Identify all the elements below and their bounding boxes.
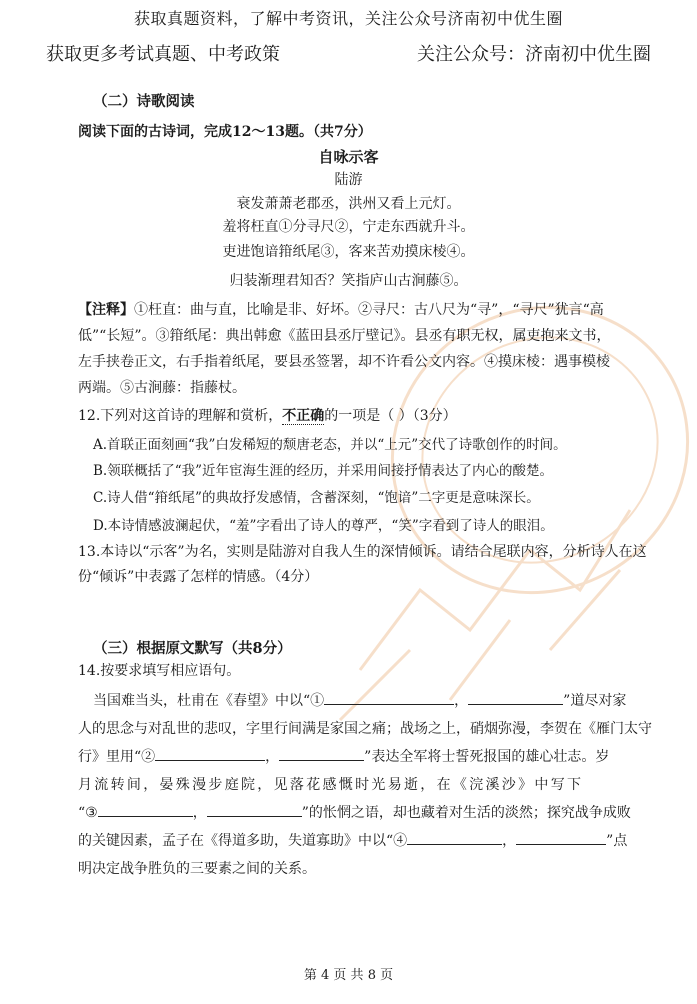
note-label: 【注释】: [78, 302, 134, 318]
text-seg: ”点: [606, 833, 628, 849]
text-seg: 行》里用“②: [78, 749, 156, 765]
blank-2b[interactable]: [279, 746, 364, 761]
q12-emphasis: 不正确: [282, 408, 325, 424]
blank-3a[interactable]: [98, 802, 193, 817]
option-c: C.诗人借“箝纸尾”的典故抒发感情，含蓄深刻，“饱谙”二字更是意味深长。: [93, 490, 540, 506]
poem-line-3: 吏进饱谙箝纸尾③，客来苦劝摸床棱④。: [222, 244, 475, 260]
dictation-line-6: [78, 830, 627, 850]
top-banner: 获取真题资料，了解中考资讯，关注公众号济南初中优生圈: [133, 9, 563, 28]
dictation-line-1: [93, 690, 626, 710]
option-a: A.首联正面刻画“我”白发稀短的颓唐老态，并以“上元”交代了诗歌创作的时间。: [93, 437, 567, 453]
section-title-poetry: （二）诗歌阅读: [93, 93, 195, 110]
text-seg: ”表达全军将士誓死报国的雄心壮志。岁: [364, 749, 610, 765]
q12-stem: 12.下列对这首诗的理解和赏析，: [78, 408, 283, 424]
dictation-line-2: 人的思念与对乱世的悲叹，字里行间满是家国之痛；战场之上，硝烟弥漫，李贺在《雁门太守: [78, 721, 652, 737]
poem-author: 陆游: [334, 172, 363, 188]
text-seg: 的关键因素，孟子在《得道多助，失道寡助》中以“④: [78, 833, 408, 849]
question-14: 14.按要求填写相应语句。: [78, 663, 241, 679]
text-seg: ，: [265, 749, 280, 765]
blank-1b[interactable]: [468, 690, 563, 705]
text-seg: 当国难当头，杜甫在《春望》中以“①: [93, 693, 325, 709]
text-seg: ，: [454, 693, 469, 709]
section-title-dictation: （三）根据原文默写（共8分）: [93, 640, 292, 657]
dictation-line-3: [78, 746, 609, 766]
q12-tail: 的一项是（ ）（3分）: [324, 408, 457, 424]
poem-notes: [78, 297, 618, 401]
header-row: [46, 40, 651, 66]
dictation-line-7: 明决定战争胜负的三要素之间的关系。: [78, 861, 316, 877]
text-seg: “③: [78, 805, 98, 821]
option-b: B.领联概括了“我”近年宦海生涯的经历，并采用间接抒情表达了内心的酸楚。: [93, 463, 554, 479]
question-13-line-1: 13.本诗以“示客”为名，实则是陆游对自我人生的深情倾诉。请结合尾联内容，分析诗人在这: [78, 544, 647, 560]
blank-4b[interactable]: [516, 830, 606, 845]
poem-title: 自咏示客: [318, 148, 379, 166]
text-seg: ”道尽对家: [563, 693, 627, 709]
header-right: 关注公众号：济南初中优生圈: [417, 44, 651, 65]
question-13-line-2: 份“倾诉”中表露了怎样的情感。（4分）: [78, 569, 319, 585]
note-text: ①枉直：曲与直，比喻是非、好坏。②寻尺：古八尺为“寻”，“寻尺”犹言“高低”“长短”。③箝纸尾：典出韩愈《蓝田县丞厅壁记》。县丞有职无权，属吏抱来文书，左手挟卷正文，右手指着纸尾，要县丞签署，却不许看公文内容。④摸床棱：遇事模棱两端。⑤古涧藤：指藤杖。: [78, 302, 611, 396]
blank-1a[interactable]: [324, 690, 454, 705]
dictation-line-5: [78, 802, 631, 822]
page-number: 第 4 页 共 8 页: [303, 968, 394, 983]
poem-line-2: 羞将枉直①分寻尺②，宁走东西就升斗。: [222, 219, 475, 235]
text-seg: ，: [192, 805, 207, 821]
blank-3b[interactable]: [207, 802, 302, 817]
blank-2a[interactable]: [155, 746, 265, 761]
option-d: D.本诗情感波澜起伏，“羞”字看出了诗人的尊严，“笑”字看到了诗人的眼泪。: [93, 518, 554, 534]
text-seg: ”的怅惘之语，却也藏着对生活的淡然；探究战争成败: [301, 805, 631, 821]
poem-instruction: 阅读下面的古诗词，完成12～13题。（共7分）: [78, 124, 372, 140]
text-seg: ，: [502, 833, 517, 849]
poem-line-1: 衰发萧萧老郡丞，洪州又看上元灯。: [236, 196, 461, 212]
blank-4a[interactable]: [407, 830, 502, 845]
header-left: 获取更多考试真题、中考政策: [46, 44, 280, 65]
question-12: [78, 405, 457, 425]
poem-line-4: 归装渐理君知否？笑指庐山古涧藤⑤。: [229, 273, 468, 289]
dictation-line-4: 月流转间，晏殊漫步庭院，见落花感慨时光易逝，在《浣溪沙》中写下: [78, 777, 584, 793]
